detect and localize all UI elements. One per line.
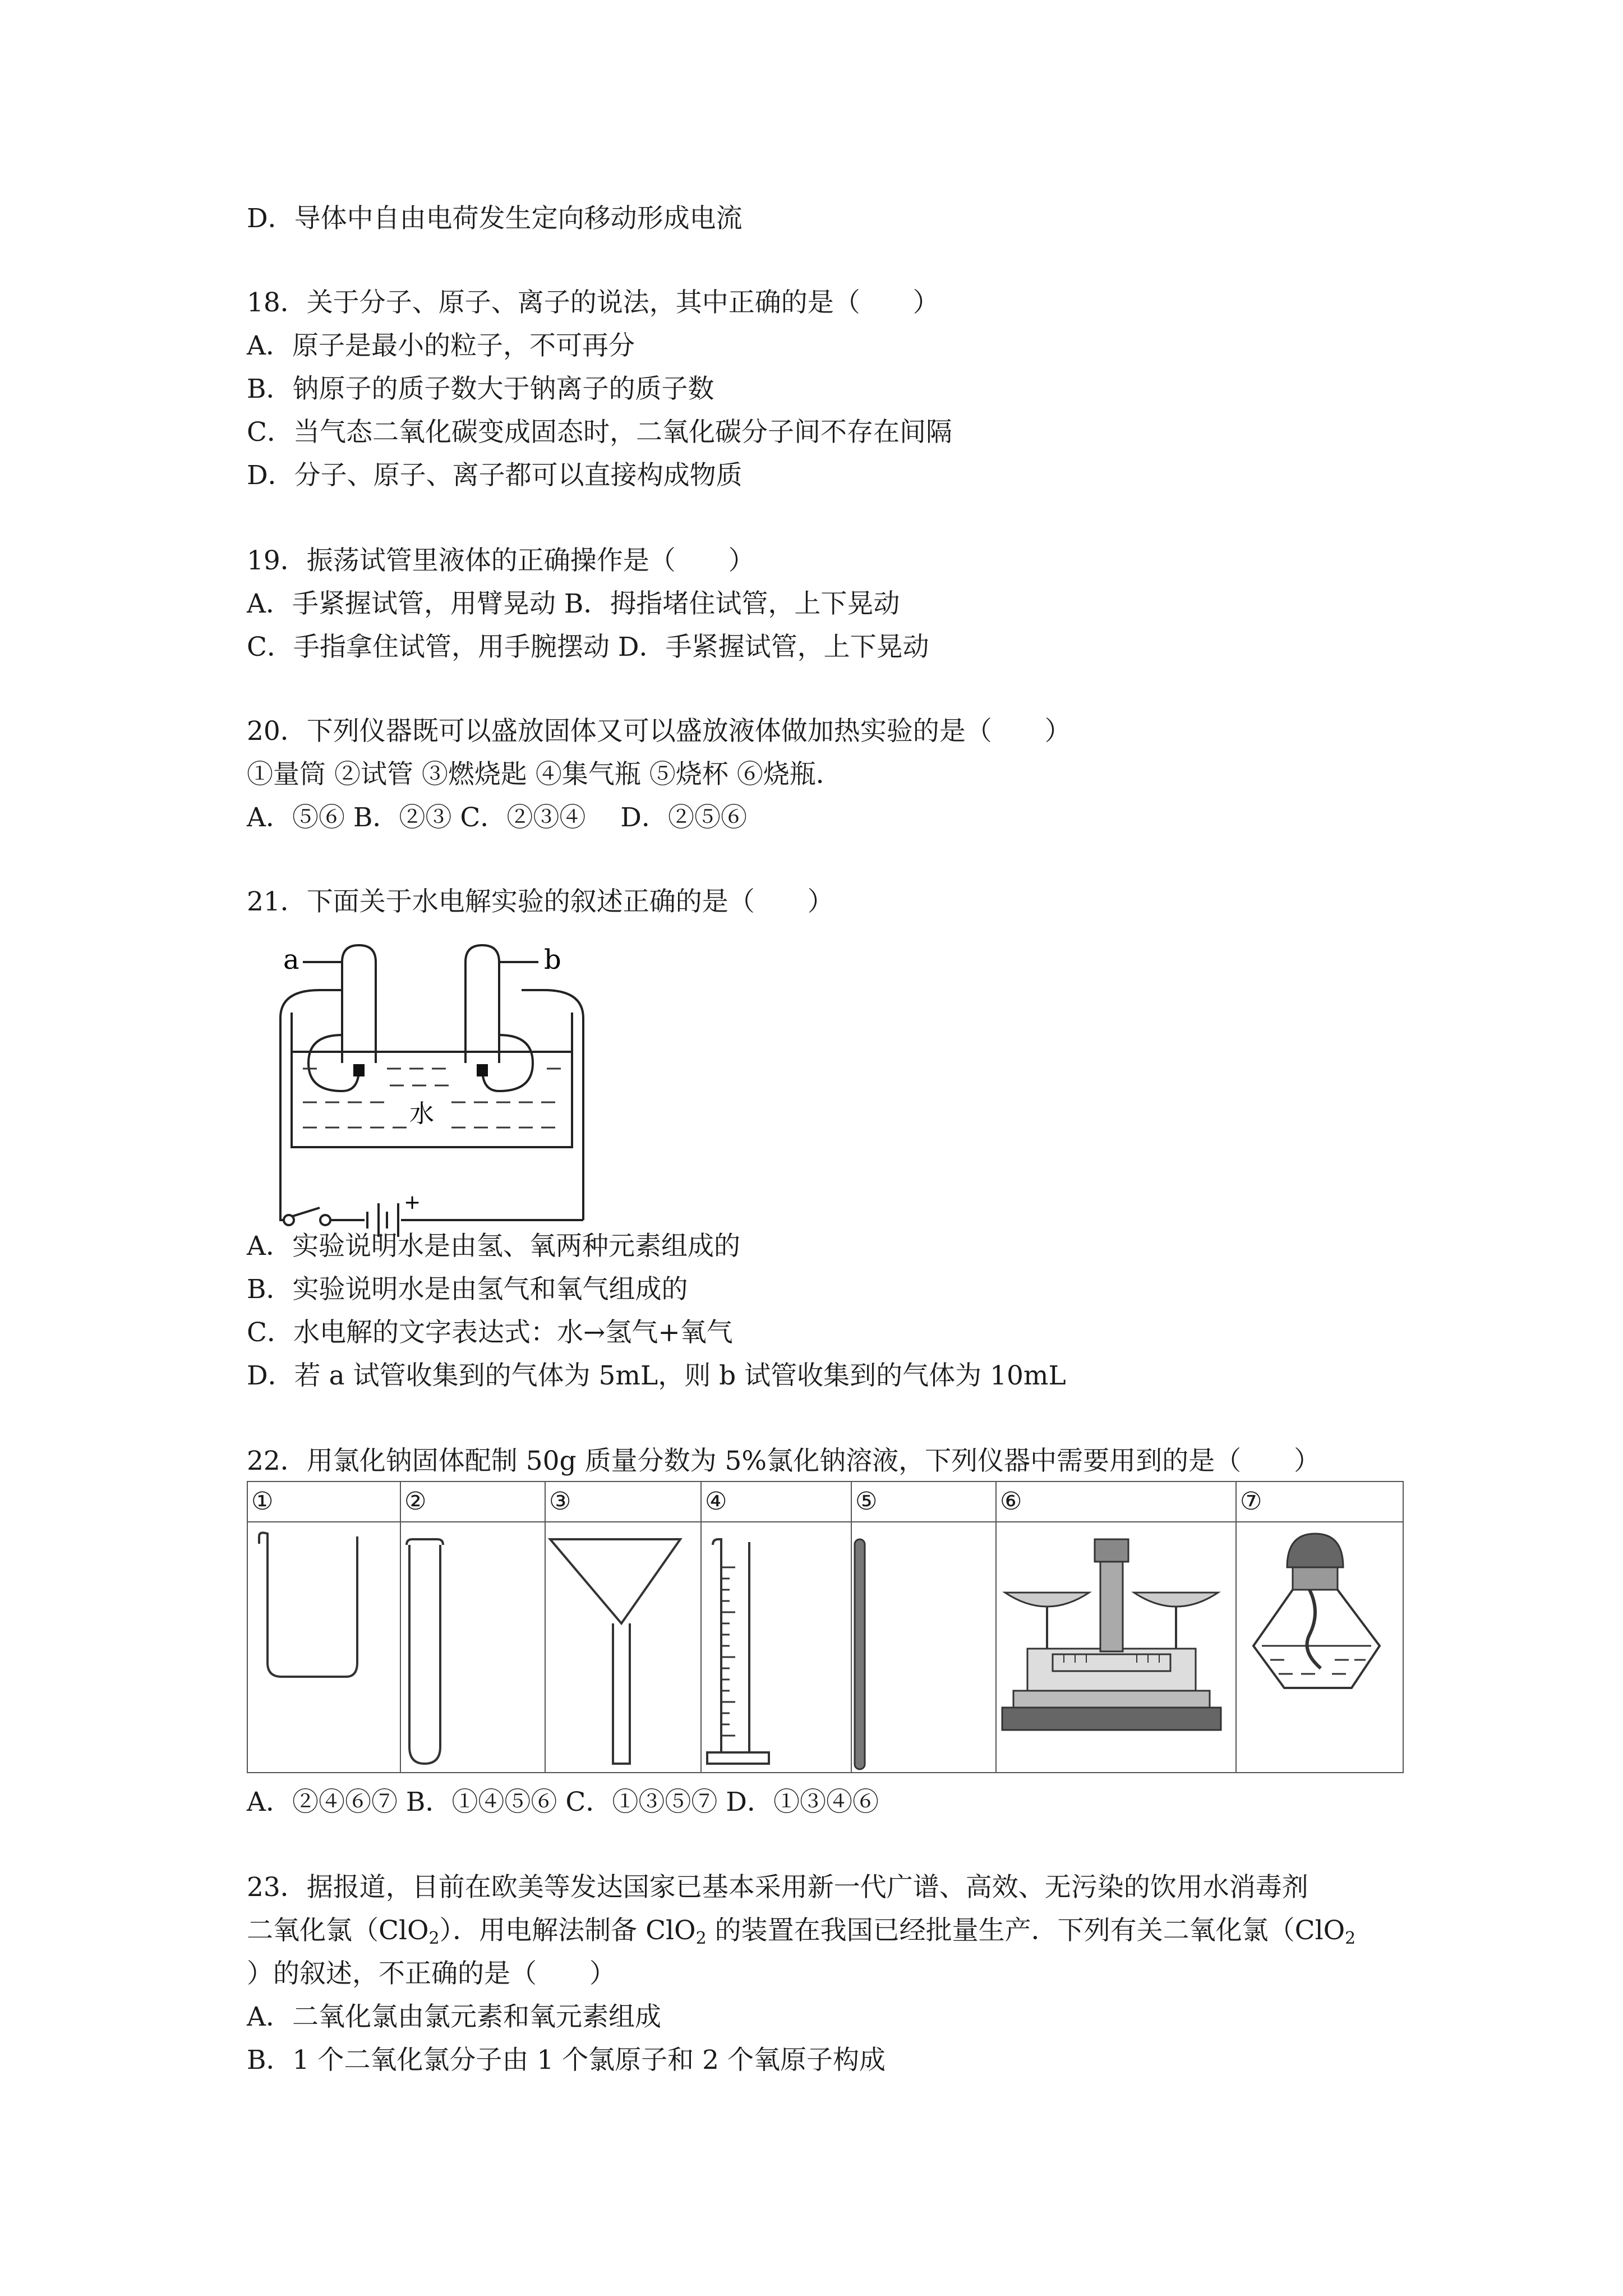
subscript-2: 2 — [1345, 1929, 1356, 1948]
q21-option-d: D．若 a 试管收集到的气体为 5mL，则 b 试管收集到的气体为 10mL — [247, 1360, 1066, 1391]
instrument-header: ⑥ — [996, 1481, 1236, 1522]
q23-option-b: B．1 个二氧化氯分子由 1 个氯原子和 2 个氧原子构成 — [247, 2045, 886, 2076]
instrument-table — [247, 1481, 1404, 1773]
q23-stem-line2 — [247, 1914, 1355, 1955]
q21-stem: 21．下面关于水电解实验的叙述正确的是（ ） — [247, 886, 834, 917]
q18-option-a: A．原子是最小的粒子，不可再分 — [247, 330, 635, 361]
q18-option-b: B．钠原子的质子数大于钠离子的质子数 — [247, 374, 714, 404]
q22-stem: 22．用氯化钠固体配制 50g 质量分数为 5%氯化钠溶液，下列仪器中需要用到的是（ ） — [247, 1446, 1321, 1476]
q18-stem: 18．关于分子、原子、离子的说法，其中正确的是（ ） — [247, 287, 939, 318]
graduated-cylinder-icon — [702, 1522, 847, 1772]
q17-option-d: D．导体中自由电荷发生定向移动形成电流 — [247, 203, 743, 234]
q21-option-c: C．水电解的文字表达式：水→氢气+氧气 — [247, 1317, 733, 1348]
instrument-header: ⑦ — [1236, 1481, 1403, 1522]
label-b: b — [544, 944, 561, 976]
balance-scale-icon — [997, 1522, 1232, 1772]
label-plus: + — [404, 1191, 421, 1214]
subscript-2: 2 — [428, 1929, 440, 1948]
beaker-icon — [248, 1522, 396, 1772]
q19-options-cd: C．手指拿住试管，用手腕摆动 D．手紧握试管，上下晃动 — [247, 632, 929, 662]
instrument-header: ④ — [701, 1481, 851, 1522]
q19-stem: 19．振荡试管里液体的正确操作是（ ） — [247, 545, 755, 576]
cylinder-cell — [701, 1522, 851, 1773]
instrument-header: ③ — [545, 1481, 701, 1522]
q23-stem-line1: 23．据报道，目前在欧美等发达国家已基本采用新一代广谱、高效、无污染的饮用水消毒剂 — [247, 1872, 1308, 1903]
q23-stem-line3: ）的叙述，不正确的是（ ） — [247, 1958, 616, 1989]
q18-option-c: C．当气态二氧化碳变成固态时，二氧化碳分子间不存在间隔 — [247, 417, 952, 448]
glass-rod-cell — [851, 1522, 996, 1773]
beaker-cell — [247, 1522, 400, 1773]
instrument-header: ② — [400, 1481, 545, 1522]
q23-text-b: ）．用电解法制备 ClO — [439, 1915, 696, 1946]
q21-option-b: B．实验说明水是由氢气和氧气组成的 — [247, 1274, 688, 1305]
q20-stem: 20．下列仪器既可以盛放固体又可以盛放液体做加热实验的是（ ） — [247, 716, 1071, 747]
q20-options: A．⑤⑥ B．②③ C．②③④ D．②⑤⑥ — [247, 802, 747, 833]
balance-cell — [996, 1522, 1236, 1773]
funnel-cell — [545, 1522, 701, 1773]
instrument-header: ⑤ — [851, 1481, 996, 1522]
q23-text-c: 的装置在我国已经批量生产．下列有关二氧化氯（ClO — [706, 1915, 1345, 1946]
q20-items: ①量筒 ②试管 ③燃烧匙 ④集气瓶 ⑤烧杯 ⑥烧瓶． — [247, 759, 842, 790]
label-water: 水 — [409, 1099, 434, 1128]
electrolysis-apparatus-figure — [241, 934, 600, 1248]
q22-options: A．②④⑥⑦ B．①④⑤⑥ C．①③⑤⑦ D．①③④⑥ — [247, 1787, 879, 1818]
q23-text-a: 二氧化氯（ClO — [247, 1915, 429, 1946]
test-tube-icon — [401, 1522, 541, 1772]
funnel-icon — [546, 1522, 697, 1772]
instrument-header: ① — [247, 1481, 400, 1522]
alcohol-lamp-icon — [1237, 1522, 1399, 1772]
q18-option-d: D．分子、原子、离子都可以直接构成物质 — [247, 460, 743, 491]
q21-option-a: A．实验说明水是由氢、氧两种元素组成的 — [247, 1231, 740, 1262]
test-tube-cell — [400, 1522, 545, 1773]
q19-options-ab: A．手紧握试管，用臂晃动 B．拇指堵住试管，上下晃动 — [247, 588, 900, 619]
q23-option-a: A．二氧化氯由氯元素和氧元素组成 — [247, 2001, 661, 2032]
glass-rod-icon — [852, 1522, 992, 1772]
subscript-2: 2 — [695, 1929, 707, 1948]
label-a: a — [283, 944, 299, 976]
alcohol-lamp-cell — [1236, 1522, 1403, 1773]
